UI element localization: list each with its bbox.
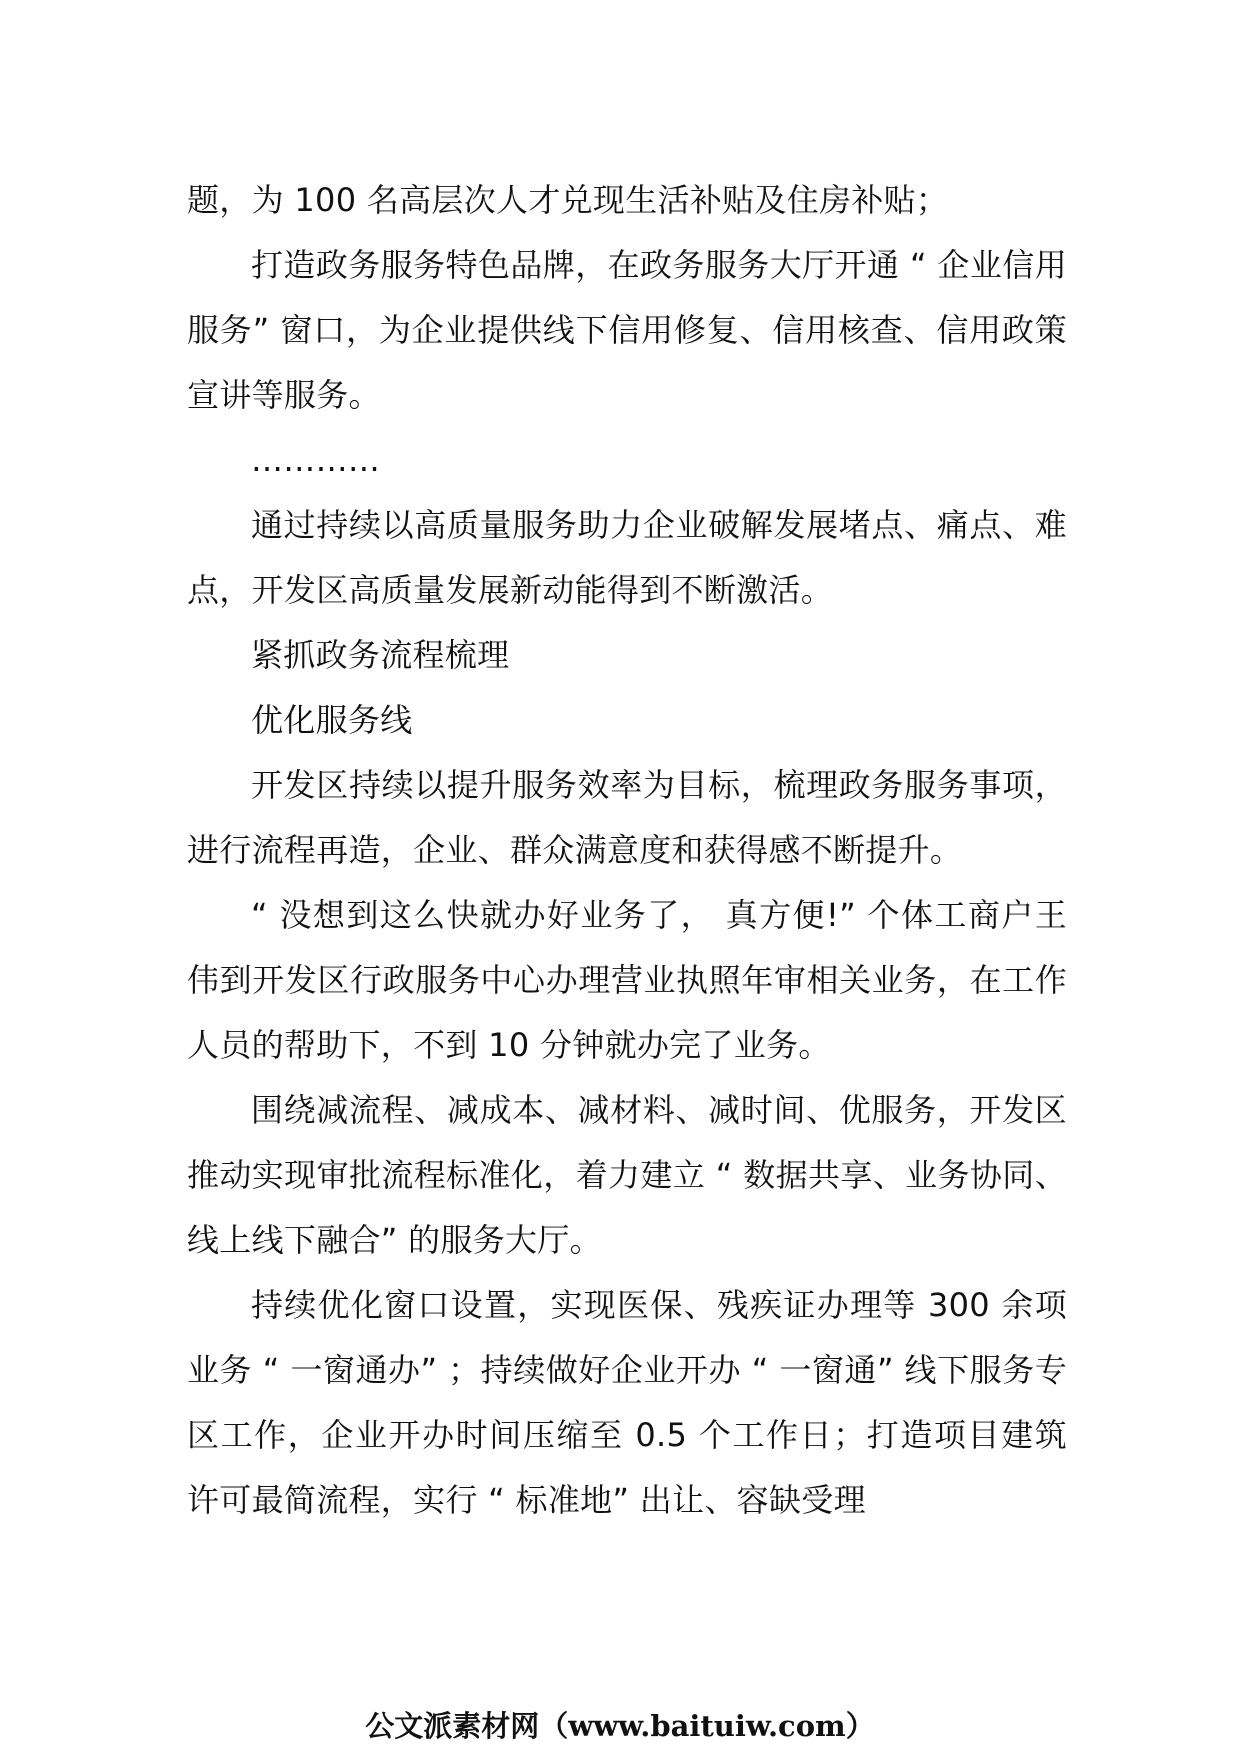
paragraph: “ 没想到这么快就办好业务了， 真方便!” 个体工商户王伟到开发区行政服务中心办理营业执照年审相关业务，在工作人员的帮助下，不到 10 分钟就办完了业务。 (187, 896, 1067, 1064)
paragraph: 题，为 100 名高层次人才兑现生活补贴及住房补贴； (187, 181, 949, 219)
paragraph: 通过持续以高质量服务助力企业破解发展堵点、痛点、难点，开发区高质量发展新动能得到不断激活。 (187, 506, 1067, 609)
section-heading: 紧抓政务流程梳理 (251, 636, 510, 674)
paragraph: 打造政务服务特色品牌，在政务服务大厅开通 “ 企业信用服务” 窗口，为企业提供线下信用修复、信用核查、信用政策宣讲等服务。 (187, 246, 1067, 414)
paragraph: 持续优化窗口设置，实现医保、残疾证办理等 300 余项业务 “ 一窗通办” ；持续做好企业开办 “ 一窗通” 线下服务专区工作，企业开办时间压缩至 0.5 个工作日；打造项目建筑许可最简流程，实行 “ 标准地” 出让、容缺受理 (187, 1286, 1067, 1519)
paragraph-ellipsis: ………… (251, 441, 381, 479)
document-body (187, 168, 1067, 1533)
paragraph: 开发区持续以提升服务效率为目标，梳理政务服务事项，进行流程再造，企业、群众满意度和获得感不断提升。 (187, 766, 1067, 869)
section-subheading: 优化服务线 (251, 701, 413, 739)
paragraph: 围绕减流程、减成本、减材料、减时间、优服务，开发区推动实现审批流程标准化，着力建立 “ 数据共享、业务协同、线上线下融合” 的服务大厅。 (187, 1091, 1067, 1259)
footer-source-label: 公文派素材网（www.baituiw.com） (365, 1709, 875, 1743)
